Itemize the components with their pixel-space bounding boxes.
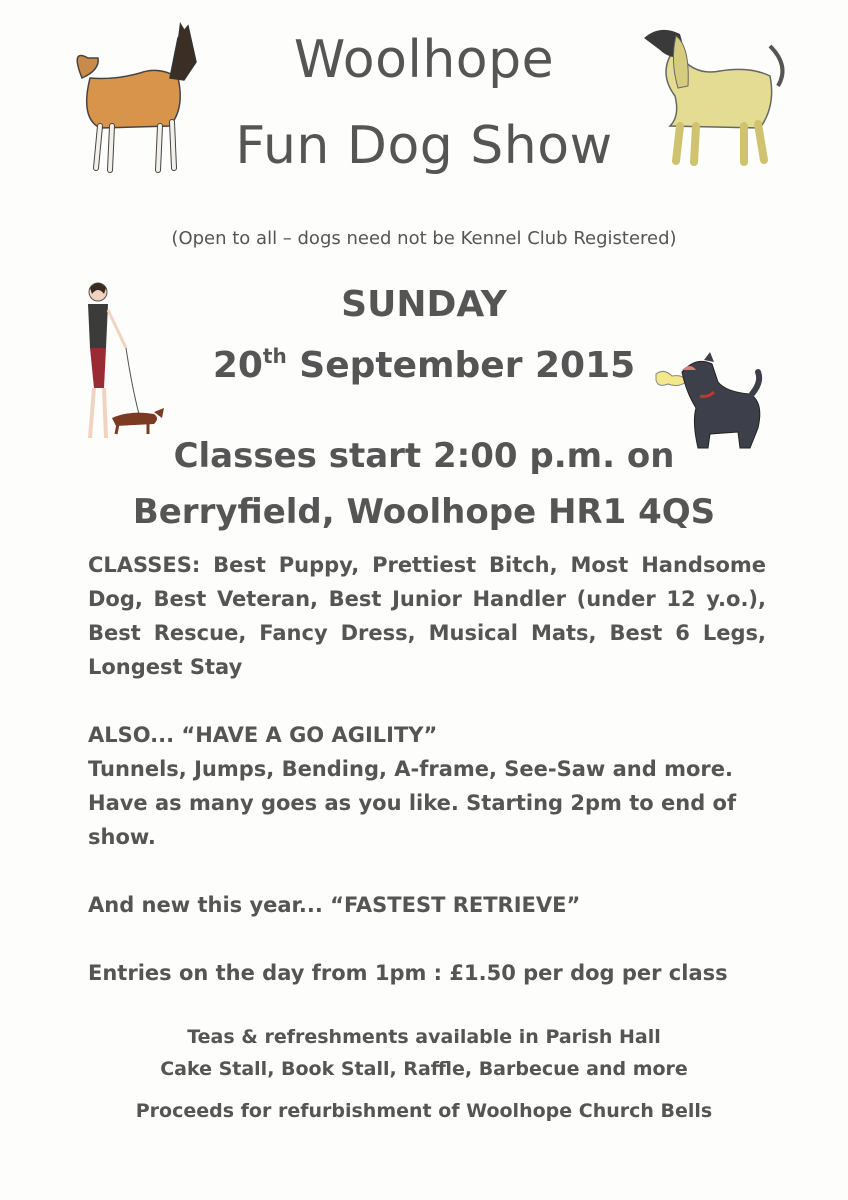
proceeds-info: Proceeds for refurbishment of Woolhope Church Bells (135, 1100, 713, 1122)
new-this-year: And new this year... “FASTEST RETRIEVE” (88, 893, 581, 917)
date-ordinal: th (262, 344, 287, 368)
agility-description: Tunnels, Jumps, Bending, A-frame, See-Saw and more. Have as many goes as you like. Starting 2pm to end of show. (88, 757, 737, 849)
classes-start-time: Classes start 2:00 p.m. on (173, 436, 675, 476)
date-day-number: 20 (212, 345, 263, 386)
stalls-info: Cake Stall, Book Stall, Raffle, Barbecue and more (160, 1058, 688, 1080)
date-month-year: September 2015 (286, 345, 636, 386)
title-line-2: Fun Dog Show (235, 116, 613, 176)
event-date (60, 344, 788, 386)
venue-address: Berryfield, Woolhope HR1 4QS (132, 492, 716, 532)
agility-heading: ALSO... “HAVE A GO AGILITY” (88, 723, 438, 747)
classes-list: CLASSES: Best Puppy, Prettiest Bitch, Most Handsome Dog, Best Veteran, Best Junior Handler (under 12 y.o.), Best Rescue, Fancy Dress, Musical Mats, Best 6 Legs, Longest Stay (88, 553, 766, 679)
entries-info: Entries on the day from 1pm : £1.50 per dog per class (88, 961, 728, 985)
event-day: SUNDAY (341, 284, 507, 325)
title-line-1: Woolhope (293, 30, 555, 90)
teas-info: Teas & refreshments available in Parish Hall (187, 1026, 661, 1048)
subtitle: (Open to all – dogs need not be Kennel Club Registered) (171, 228, 677, 249)
